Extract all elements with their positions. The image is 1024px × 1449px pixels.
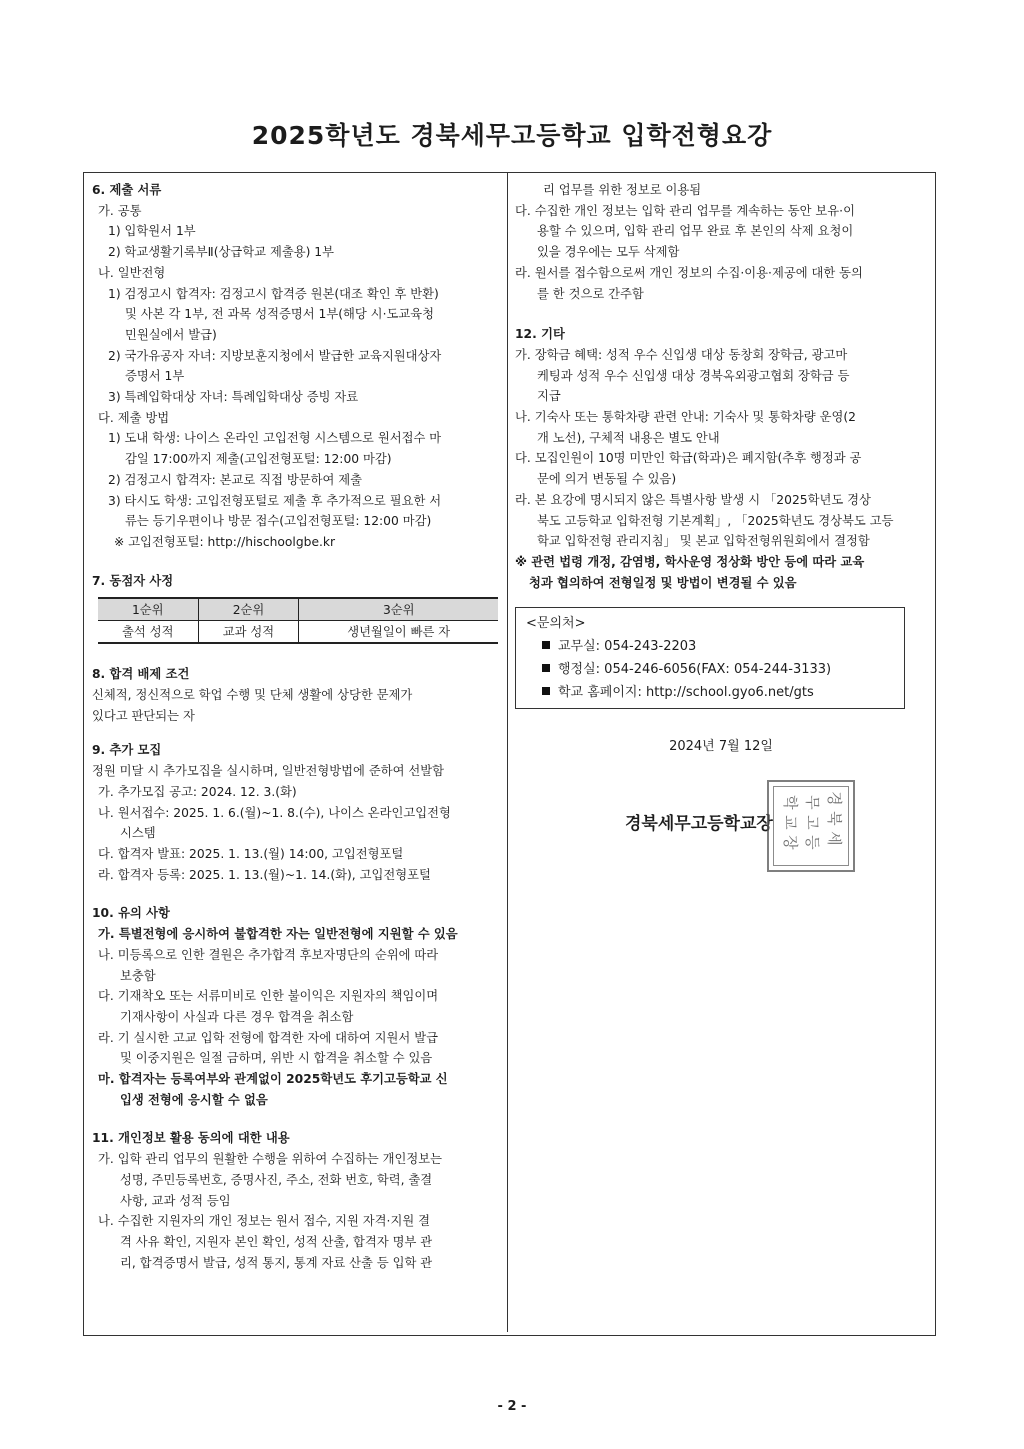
section-6-na-1: 1) 검정고시 합격자: 검정고시 합격증 원본(대조 확인 후 반환) [108,286,439,301]
section-6-da-1-cont: 감일 17:00까지 제출(고입전형포털: 12:00 마감) [125,452,392,467]
seal-glyph: 등 [803,835,822,850]
seal-glyph: 북 [825,811,844,826]
section-7-heading: 7. 동점자 사정 [92,573,174,588]
right-column [515,180,927,876]
contact-office-text: 교무실: 054-243-2203 [558,639,697,655]
frame-right-border [935,172,936,1336]
tie-break-table [98,597,498,644]
section-6-da: 다. 제출 방법 [98,410,170,425]
left-column [92,180,502,1273]
section-6-da-3: 3) 타시도 학생: 고입전형포털로 제출 후 추가적으로 필요한 서 [108,493,442,508]
issue-date: 2024년 7월 12일 [669,739,773,755]
section-11-ra: 라. 원서를 접수함으로써 개인 정보의 수집·이용·제공에 대한 동의 [515,265,863,280]
section-6-ga: 가. 공통 [98,203,142,218]
section-10-ra-cont: 및 이중지원은 일절 금하며, 위반 시 합격을 취소할 수 있음 [120,1051,433,1066]
section-11-na-cont: 격 사유 확인, 지원자 본인 확인, 성적 산출, 합격자 명부 관 [120,1234,433,1249]
section-11-ga-cont: 성명, 주민등록번호, 증명사진, 주소, 전화 번호, 학력, 출결 [120,1172,433,1187]
document-title: 2025학년도 경북세무고등학교 입학전형요강 [251,121,773,150]
section-12-na: 나. 기숙사 또는 통학차량 관련 안내: 기숙사 및 통학차량 운영(2 [515,410,856,425]
tie-break-value-row [98,621,498,644]
seal-glyph: 고 [803,815,822,830]
section-10-heading: 10. 유의 사항 [92,906,170,921]
section-10-ma: 마. 합격자는 등록여부와 관계없이 2025학년도 후기고등학교 신 [98,1072,448,1087]
section-10-ma-cont: 입생 전형에 응시할 수 없음 [120,1092,268,1107]
section-11-ra-cont: 를 한 것으로 간주함 [537,286,644,301]
section-11-heading: 11. 개인정보 활용 동의에 대한 내용 [92,1131,290,1146]
section-12-da-cont: 문에 의거 변동될 수 있음) [537,472,677,487]
frame-top-border [83,172,936,173]
section-11-da-cont2: 있을 경우에는 모두 삭제함 [537,245,680,260]
section-9-ra: 라. 합격자 등록: 2025. 1. 13.(월)~1. 14.(화), 고입전형포털 [98,867,431,882]
contact-heading: <문의처> [526,616,586,632]
tie-break-value-3: 생년월일이 빠른 자 [299,621,498,644]
section-12 [515,324,927,593]
section-9-da: 다. 합격자 발표: 2025. 1. 13.(월) 14:00, 고입전형포털 [98,846,404,861]
contact-box [515,607,905,709]
frame-bottom-border [83,1335,936,1336]
section-6-na-3: 3) 특례입학대상 자녀: 특례입학대상 증빙 자료 [108,390,359,405]
section-10-na-cont: 보충함 [120,968,156,983]
official-seal-stamp [767,780,855,872]
section-12-ra-cont: 북도 고등학교 입학전형 기본계획」, 「2025학년도 경상북도 고등 [537,513,894,528]
section-9 [92,740,502,885]
contact-web [526,681,894,704]
section-6-na: 나. 일반전형 [98,265,166,280]
section-11-da: 다. 수집한 개인 정보는 입학 관리 업무를 계속하는 동안 보유·이 [515,203,855,218]
section-9-intro: 정원 미달 시 추가모집을 실시하며, 일반전형방법에 준하여 선발함 [92,764,444,779]
section-6-da-2: 2) 검정고시 합격자: 본교로 직접 방문하여 제출 [108,472,363,487]
section-11-na: 나. 수집한 지원자의 개인 정보는 원서 접수, 지원 자격·지원 결 [98,1214,430,1229]
section-12-da: 다. 모집인원이 10명 미만인 학급(학과)은 폐지함(추후 행정과 공 [515,451,862,466]
section-12-ga-cont2: 지급 [537,389,561,404]
section-6-da-1: 1) 도내 학생: 나이스 온라인 고입전형 시스템으로 원서접수 마 [108,431,442,446]
section-7 [92,571,502,645]
section-11-na-cont3: 리 업무를 위한 정보로 이용됨 [543,183,702,197]
bullet-square-icon [542,641,550,649]
tie-break-header-3: 3순위 [299,598,498,621]
contact-admin-text: 행정실: 054-246-6056(FAX: 054-244-3133) [558,662,832,678]
section-6-heading: 6. 제출 서류 [92,183,162,197]
tie-break-value-1: 출석 성적 [98,621,198,644]
signer-block [515,791,927,876]
frame-left-border [83,172,84,1336]
column-divider [507,172,508,1332]
section-9-na: 나. 원서접수: 2025. 1. 6.(월)~1. 8.(수), 나이스 온라인고입전형 [98,805,451,820]
seal-glyph: 학 [781,795,800,810]
section-11-da-cont: 용할 수 있으며, 입학 관리 업무 완료 후 본인의 삭제 요청이 [537,224,854,239]
section-10-da: 다. 기재착오 또는 서류미비로 인한 불이익은 지원자의 책임이며 [98,989,439,1004]
section-10-ra: 라. 기 실시한 고교 입학 전형에 합격한 자에 대하여 지원서 발급 [98,1030,438,1045]
section-9-na-cont: 시스템 [120,826,156,841]
section-8-line-1: 신체적, 정신적으로 학업 수행 및 단체 생활에 상당한 문제가 [92,688,413,703]
section-9-ga: 가. 추가모집 공고: 2024. 12. 3.(화) [98,784,297,799]
contact-admin [526,658,894,681]
section-6-na-1-cont: 및 사본 각 1부, 전 과목 성적증명서 1부(해당 시·도교육청 [125,307,434,322]
signer-name: 경북세무고등학교장 [625,814,773,835]
seal-glyph: 무 [803,795,822,810]
section-12-ra-cont2: 학교 입학전형 관리지침」 및 본교 입학전형위원회에서 결정함 [537,534,870,549]
section-9-heading: 9. 추가 모집 [92,743,162,758]
seal-glyph: 세 [825,831,844,846]
section-11-na-cont2: 리, 합격증명서 발급, 성적 통지, 통계 자료 산출 등 입학 관 [120,1255,433,1270]
section-12-ra: 라. 본 요강에 명시되지 않은 특별사항 발생 시 「2025학년도 경상 [515,492,871,507]
page-number: - 2 - [497,1399,527,1414]
section-6-na-1-cont2: 민원실에서 발급) [125,327,217,342]
tie-break-value-2: 교과 성적 [198,621,299,644]
section-11-ga-cont2: 사항, 교과 성적 등임 [120,1193,231,1208]
section-12-ga: 가. 장학금 혜택: 성적 우수 신입생 대상 동창회 장학금, 광고마 [515,347,848,362]
section-11-ga: 가. 입학 관리 업무의 원활한 수행을 위하여 수집하는 개인정보는 [98,1152,443,1167]
contact-web-text: 학교 홈페이지: http://school.gyo6.net/gts [558,685,814,701]
tie-break-header-2: 2순위 [198,598,299,621]
section-11-continued [515,180,927,304]
section-10-ga: 가. 특별전형에 응시하여 불합격한 자는 일반전형에 지원할 수 있음 [98,927,458,942]
section-6-ga-1: 1) 입학원서 1부 [108,224,196,239]
bullet-square-icon [542,664,550,672]
seal-glyph: 경 [825,791,844,806]
section-6-na-2: 2) 국가유공자 자녀: 지방보훈지청에서 발급한 교육지원대상자 [108,348,442,363]
tie-break-header-1: 1순위 [98,598,198,621]
section-8 [92,664,502,726]
contact-office [526,635,894,658]
section-10-da-cont: 기재사항이 사실과 다른 경우 합격을 취소함 [120,1009,354,1024]
section-10-na: 나. 미등록으로 인한 결원은 추가합격 후보자명단의 순위에 따라 [98,947,439,962]
seal-glyph: 장 [781,835,800,850]
section-6-da-3-cont: 류는 등기우편이나 방문 접수(고입전형포털: 12:00 마감) [125,514,432,529]
section-12-ga-cont: 케팅과 성적 우수 신입생 대상 경북옥외광고협회 장학금 등 [537,368,850,383]
section-10 [92,903,502,1110]
section-12-note-cont: 청과 협의하여 전형일정 및 방법이 변경될 수 있음 [529,575,797,590]
section-8-line-2: 있다고 판단되는 자 [92,708,195,723]
bullet-square-icon [542,687,550,695]
tie-break-header-row [98,598,498,621]
section-6-note: ※ 고입전형포털: http://hischoolgbe.kr [114,534,336,549]
seal-glyph: 교 [781,815,800,830]
section-12-note: ※ 관련 법령 개정, 감염병, 학사운영 정상화 방안 등에 따라 교육 [515,554,865,569]
section-11 [92,1128,502,1273]
section-6 [92,180,502,553]
section-6-na-2-cont: 증명서 1부 [125,369,185,384]
section-6-ga-2: 2) 학교생활기록부Ⅱ(상급학교 제출용) 1부 [108,245,335,260]
section-12-na-cont: 개 노선), 구체적 내용은 별도 안내 [537,430,720,445]
section-12-heading: 12. 기타 [515,327,565,342]
section-8-heading: 8. 합격 배제 조건 [92,667,190,682]
